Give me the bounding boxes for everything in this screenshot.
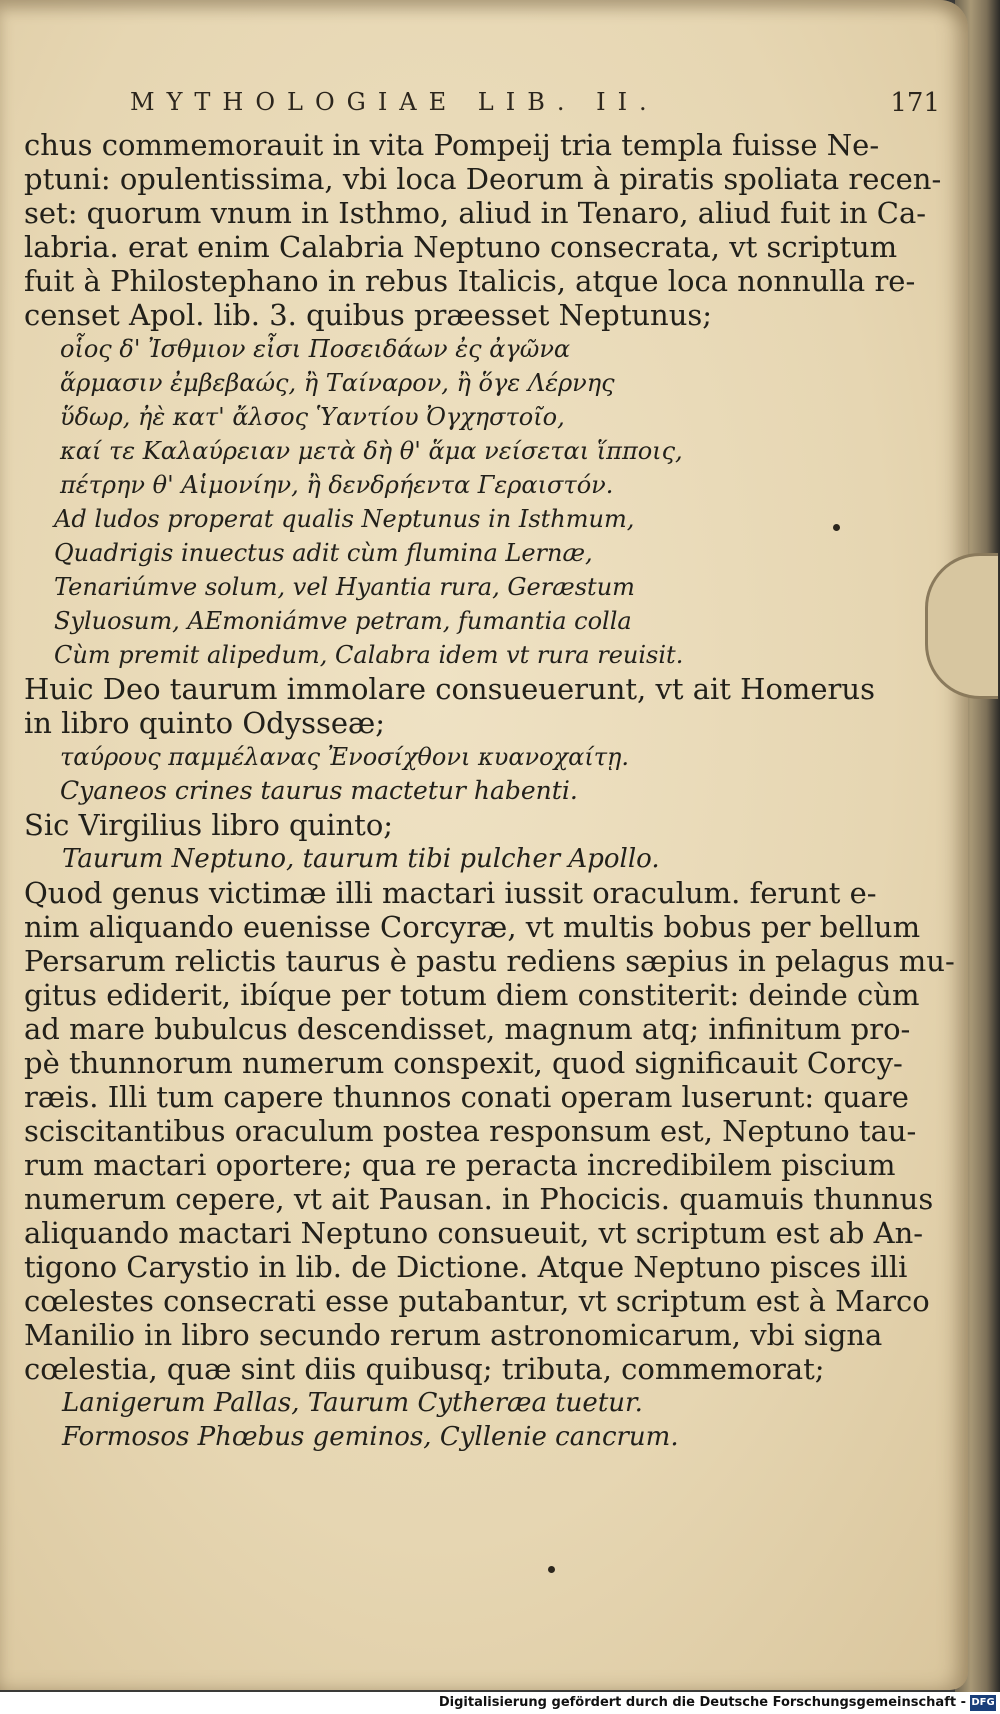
prose-line: ræis. Illi tum capere thunnos conati operam luserunt: quare — [24, 1080, 909, 1114]
ink-dot — [548, 1566, 555, 1573]
prose-line: ad mare bubulcus descendisset, magnum atq; infinitum pro- — [24, 1012, 911, 1046]
prose-line: cœlestes consecrati esse putabantur, vt scriptum est à Marco — [24, 1284, 930, 1318]
prose-line: fuit à Philostephano in rebus Italicis, atque loca nonnulla re- — [24, 264, 916, 298]
latin-verse-line: Taurum Neptuno, taurum tibi pulcher Apollo. — [62, 844, 660, 874]
prose-line: sciscitantibus oraculum postea responsum est, Neptuno tau- — [24, 1114, 917, 1148]
prose-line: labria. erat enim Calabria Neptuno consecrata, vt scriptum — [24, 230, 898, 264]
prose-line: pè thunnorum numerum conspexit, quod significauit Corcy- — [24, 1046, 903, 1080]
latin-verse-line: Quadrigis inuectus adit cùm flumina Lernæ, — [54, 539, 593, 567]
prose-line: numerum cepere, vt ait Pausan. in Phocicis. quamuis thunnus — [24, 1182, 934, 1216]
prose-line: Manilio in libro secundo rerum astronomicarum, vbi signa — [24, 1318, 883, 1352]
prose-line: ptuni: opulentissima, vbi loca Deorum à piratis spoliata recen- — [24, 162, 942, 196]
prose-line: in libro quinto Odysseæ; — [24, 706, 386, 740]
prose-line: nim aliquando euenisse Corcyræ, vt multis bobus per bellum — [24, 910, 921, 944]
latin-verse-line: Cùm premit alipedum, Calabra idem vt rura reuisit. — [54, 641, 684, 669]
prose-line: Huic Deo taurum immolare consueuerunt, vt ait Homerus — [24, 672, 875, 706]
running-header — [130, 88, 940, 124]
footer-credit: Digitalisierung gefördert durch die Deutsche Forschungsgemeinschaft - — [438, 1695, 966, 1710]
prose-line: aliquando mactari Neptuno consueuit, vt scriptum est ab An- — [24, 1216, 924, 1250]
latin-verse-line: Lanigerum Pallas, Taurum Cytheræa tuetur. — [62, 1388, 643, 1418]
prose-line: gitus ediderit, ibíque per totum diem constiterit: deinde cùm — [24, 978, 920, 1012]
latin-verse-line: Tenariúmve solum, vel Hyantia rura, Geræstum — [54, 573, 635, 601]
running-title: MYTHOLOGIAE LIB. II. — [130, 88, 659, 116]
greek-verse-line: οἷος δ' Ἰσθμιον εἶσι Ποσειδάων ἐς ἀγῶνα — [60, 335, 571, 363]
greek-verse-line: ἅρμασιν ἐμβεβαώς, ἢ Ταίναρον, ἢ ὅγε Λέρνης — [60, 369, 615, 397]
dfg-logo-icon: DFG — [970, 1695, 996, 1711]
digitization-footer — [0, 1692, 1000, 1714]
greek-verse-line: ταύρους παμμέλανας Ἐνοσίχθονι κυανοχαίτῃ. — [60, 743, 630, 771]
greek-verse-line: ὕδωρ, ἠὲ κατ' ἄλσος Ὑαντίου Ὀγχηστοῖο, — [60, 403, 565, 431]
prose-line: cœlestia, quæ sint diis quibusq; tributa, commemorat; — [24, 1352, 825, 1386]
prose-line: Persarum relictis taurus è pastu rediens sæpius in pelagus mu- — [24, 944, 955, 978]
prose-line: tigono Carystio in lib. de Dictione. Atque Neptuno pisces illi — [24, 1250, 908, 1284]
greek-verse-line: καί τε Καλαύρειαν μετὰ δὴ θ' ἅμα νείσεται ἵπποις, — [60, 437, 683, 465]
prose-line: Quod genus victimæ illi mactari iussit oraculum. ferunt e- — [24, 876, 877, 910]
latin-verse-line: Ad ludos properat qualis Neptunus in Isthmum, — [54, 505, 635, 533]
prose-line: Sic Virgilius libro quinto; — [24, 808, 394, 842]
page-text — [24, 128, 955, 1454]
latin-verse-line: Syluosum, AEmoniámve petram, fumantia colla — [54, 607, 632, 635]
greek-verse-line: πέτρην θ' Αἱμονίην, ἢ δενδρήεντα Γεραιστόν. — [60, 471, 614, 499]
prose-line: censet Apol. lib. 3. quibus præesset Neptunus; — [24, 298, 713, 332]
page-number: 171 — [890, 88, 940, 118]
ink-dot — [833, 524, 840, 531]
prose-line: set: quorum vnum in Isthmo, aliud in Tenaro, aliud fuit in Ca- — [24, 196, 927, 230]
latin-verse-line: Cyaneos crines taurus mactetur habenti. — [60, 776, 578, 805]
latin-verse-line: Formosos Phœbus geminos, Cyllenie cancrum. — [62, 1422, 679, 1452]
prose-line: chus commemorauit in vita Pompeij tria templa fuisse Ne- — [24, 128, 880, 162]
prose-line: rum mactari oportere; qua re peracta incredibilem piscium — [24, 1148, 896, 1182]
